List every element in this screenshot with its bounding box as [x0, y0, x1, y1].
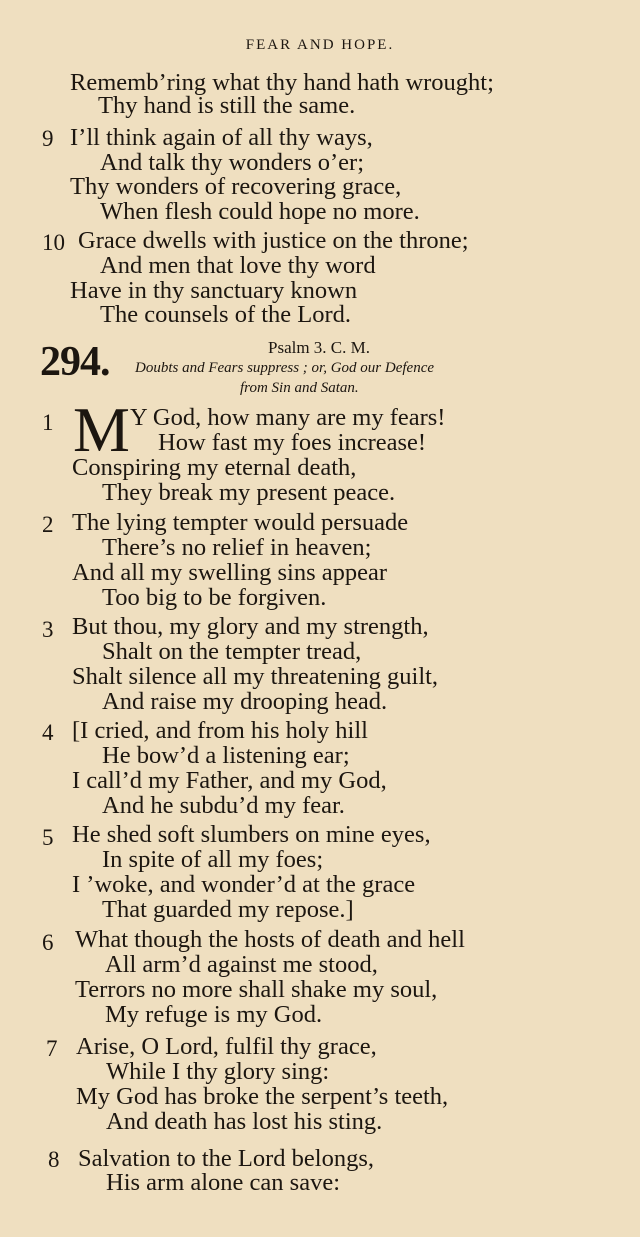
verse-line: In spite of all my foes; [102, 846, 324, 873]
verse-line: Y God, how many are my fears! [130, 404, 446, 431]
verse-line: My God has broke the serpent’s teeth, [76, 1083, 449, 1110]
stanza-number: 8 [48, 1147, 60, 1172]
verse-line: My refuge is my God. [105, 1001, 323, 1028]
running-head: FEAR AND HOPE. [245, 37, 395, 53]
verse-line: What though the hosts of death and hell [75, 926, 465, 953]
verse-line: Arise, O Lord, fulfil thy grace, [76, 1033, 377, 1060]
verse-line: They break my present peace. [102, 479, 396, 506]
stanza-number: 5 [42, 825, 54, 850]
verse-line: And he subdu’d my fear. [102, 792, 345, 819]
stanza-number: 6 [42, 930, 54, 955]
verse-line: And death has lost his sting. [106, 1108, 383, 1135]
verse-line: The lying tempter would persuade [72, 509, 409, 536]
hymn-subtitle: Doubts and Fears suppress ; or, God our Defence [135, 360, 435, 376]
verse-line: When flesh could hope no more. [100, 198, 420, 225]
verse-line: Shalt silence all my threatening guilt, [72, 663, 439, 690]
verse-line: There’s no relief in heaven; [102, 534, 372, 561]
verse-line: Conspiring my eternal death, [72, 454, 357, 481]
stanza-number: 1 [42, 410, 54, 435]
verse-line: He bow’d a listening ear; [102, 742, 350, 769]
stanza-number: 9 [42, 126, 54, 151]
verse-line: I’ll think again of all thy ways, [70, 124, 373, 151]
verse-line: I ’woke, and wonder’d at the grace [72, 871, 416, 898]
verse-line: His arm alone can save: [106, 1169, 341, 1196]
hymn-reference: Psalm 3. C. M. [268, 338, 371, 357]
stanza-number: 4 [42, 720, 54, 745]
verse-line: And talk thy wonders o’er; [100, 149, 364, 176]
verse-line: That guarded my repose.] [102, 896, 354, 923]
hymn-number: 294. [40, 339, 110, 385]
verse-line: And raise my drooping head. [102, 688, 388, 715]
verse-line: Thy wonders of recovering grace, [70, 173, 402, 200]
verse-line: Have in thy sanctuary known [70, 277, 358, 304]
stanza-number: 2 [42, 512, 54, 537]
verse-line: The counsels of the Lord. [100, 301, 352, 328]
hymn-subtitle: from Sin and Satan. [240, 380, 359, 396]
verse-line: All arm’d against me stood, [105, 951, 378, 978]
stanza-number: 3 [42, 617, 54, 642]
verse-line: He shed soft slumbers on mine eyes, [72, 821, 431, 848]
verse-line: Terrors no more shall shake my soul, [75, 976, 438, 1003]
verse-line: And all my swelling sins appear [72, 559, 388, 586]
verse-line: [I cried, and from his holy hill [72, 717, 368, 744]
stanza-number: 7 [46, 1036, 58, 1061]
verse-line: Too big to be forgiven. [102, 584, 327, 611]
verse-line: Thy hand is still the same. [98, 92, 356, 119]
verse-line: How fast my foes increase! [158, 429, 427, 456]
verse-line: Salvation to the Lord belongs, [78, 1145, 374, 1172]
verse-line: While I thy glory sing: [106, 1058, 330, 1085]
verse-line: But thou, my glory and my strength, [72, 613, 429, 640]
verse-line: Rememb’ring what thy hand hath wrought; [70, 69, 494, 96]
verse-line: I call’d my Father, and my God, [72, 767, 387, 794]
verse-line: And men that love thy word [100, 252, 376, 279]
verse-line: Shalt on the tempter tread, [102, 638, 362, 665]
drop-cap: M [73, 394, 130, 465]
verse-line: Grace dwells with justice on the throne; [78, 227, 469, 254]
stanza-number: 10 [42, 230, 65, 255]
